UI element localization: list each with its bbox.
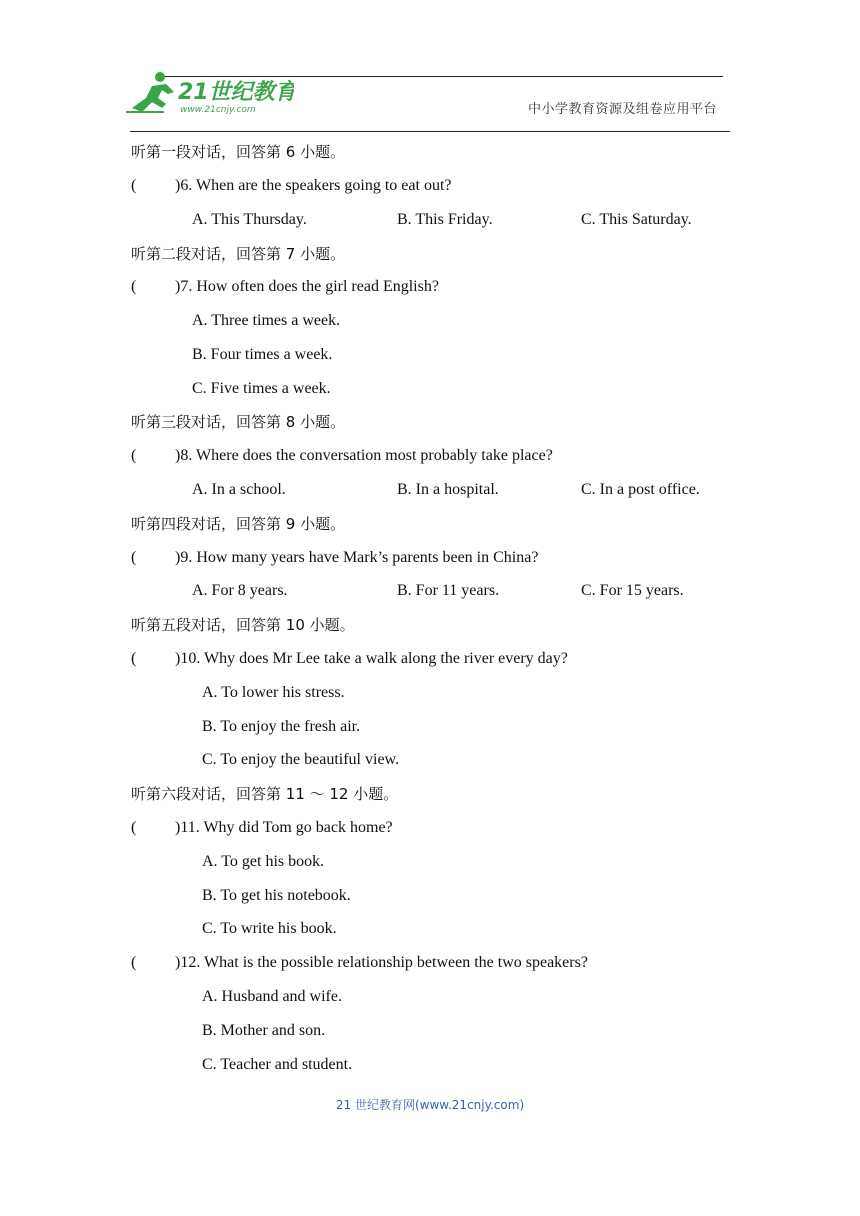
header-platform-text: 中小学教育资源及组卷应用平台: [528, 102, 718, 117]
option-a: A. Husband and wife.: [202, 988, 342, 1005]
question-text: )8. Where does the conversation most probably take place?: [175, 447, 553, 464]
question-text: )6. When are the speakers going to eat out?: [175, 177, 452, 194]
question-11: [131, 818, 393, 838]
option-a: A. This Thursday.: [192, 211, 307, 228]
svg-text:www.21cnjy.com: www.21cnjy.com: [180, 105, 256, 115]
section-heading-6: 听第六段对话，回答第 11 ～ 12 小题。: [131, 785, 399, 803]
option-b: B. This Friday.: [397, 211, 493, 228]
answer-blank[interactable]: (: [131, 278, 137, 295]
answer-blank[interactable]: (: [131, 447, 137, 464]
question-text: )7. How often does the girl read English?: [175, 278, 439, 295]
option-b: B. In a hospital.: [397, 481, 499, 498]
section-heading-2: 听第二段对话，回答第 7 小题。: [131, 245, 346, 263]
question-6: [131, 176, 452, 196]
question-text: )9. How many years have Mark’s parents been in China?: [175, 549, 539, 566]
footer-link[interactable]: 21 世纪教育网(www.21cnjy.com): [335, 1098, 525, 1112]
option-b: B. To get his notebook.: [202, 887, 351, 904]
option-c: C. Teacher and student.: [202, 1056, 353, 1073]
svg-text:21世纪教育: 21世纪教育: [178, 80, 294, 105]
option-c: C. For 15 years.: [581, 582, 684, 599]
answer-blank[interactable]: (: [131, 177, 137, 194]
section-heading-1: 听第一段对话，回答第 6 小题。: [131, 143, 346, 161]
option-a: A. To lower his stress.: [202, 684, 345, 701]
question-text: )10. Why does Mr Lee take a walk along the river every day?: [175, 650, 568, 667]
option-c: C. To enjoy the beautiful view.: [202, 751, 400, 768]
question-10: [131, 649, 568, 669]
section-heading-5: 听第五段对话，回答第 10 小题。: [131, 616, 355, 634]
option-a: A. To get his book.: [202, 853, 325, 870]
option-a: A. In a school.: [192, 481, 286, 498]
runner-logo-icon: [124, 68, 294, 116]
option-b: B. Four times a week.: [192, 346, 333, 363]
option-b: B. For 11 years.: [397, 582, 500, 599]
section-heading-3: 听第三段对话，回答第 8 小题。: [131, 413, 346, 431]
answer-blank[interactable]: (: [131, 549, 137, 566]
question-12: [131, 953, 588, 973]
question-text: )11. Why did Tom go back home?: [175, 819, 393, 836]
answer-blank[interactable]: (: [131, 954, 137, 971]
question-9: [131, 548, 538, 568]
question-text: )12. What is the possible relationship between the two speakers?: [175, 954, 588, 971]
option-c: C. This Saturday.: [581, 211, 692, 228]
option-a: A. For 8 years.: [192, 582, 288, 599]
question-7: [131, 277, 439, 297]
question-8: [131, 446, 553, 466]
answer-blank[interactable]: (: [131, 650, 137, 667]
site-logo: [124, 68, 294, 116]
option-b: B. Mother and son.: [202, 1022, 326, 1039]
option-c: C. To write his book.: [202, 920, 337, 937]
option-a: A. Three times a week.: [192, 312, 341, 329]
header-bottom-rule: [130, 131, 730, 132]
section-heading-4: 听第四段对话，回答第 9 小题。: [131, 515, 346, 533]
option-b: B. To enjoy the fresh air.: [202, 718, 361, 735]
option-c: C. Five times a week.: [192, 380, 331, 397]
answer-blank[interactable]: (: [131, 819, 137, 836]
option-c: C. In a post office.: [581, 481, 700, 498]
